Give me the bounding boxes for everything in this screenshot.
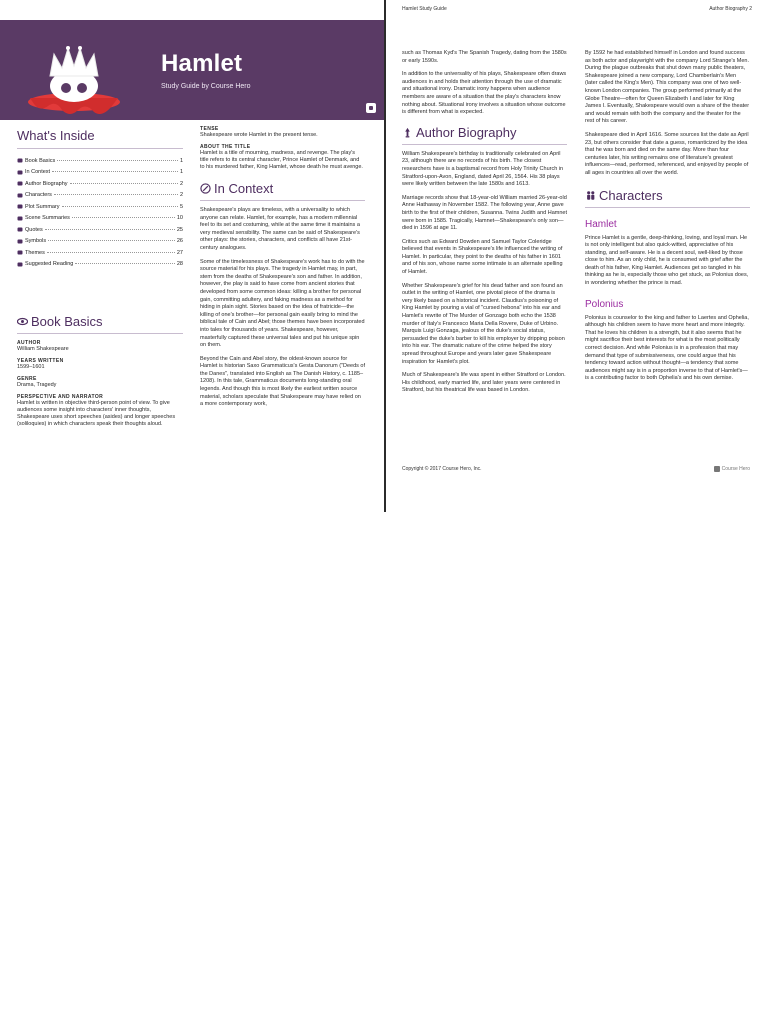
quotes-icon (17, 227, 23, 232)
character-desc-polonius: Polonius is counselor to the king and father to Laertes and Ophelia, although his children seem to have more heart and more integrity. That he loves his children is a strength, but it also seems that he might sacrifice their best interests for what is the most politically correct decision. And while Polonius is in a profession that may demand that type of submissiveness, one could argue that his tendency toward action without thought—a tendency that some audiences might say is in a proportion inverse to that of Hamlet's—is a contributing factor to both Ophelia's and his own demise. (585, 314, 749, 382)
context-icon (17, 170, 23, 175)
course-hero-logo-icon (366, 103, 376, 113)
in-context-rule (200, 200, 365, 201)
years-label: YEARS WRITTEN (17, 358, 64, 364)
character-name-hamlet: Hamlet (585, 218, 617, 230)
toc-item[interactable] (17, 259, 183, 271)
footer-logo-text: Course Hero (721, 466, 750, 472)
toc-item[interactable] (17, 247, 183, 259)
toc-item[interactable] (17, 167, 183, 179)
continued-paragraph: such as Thomas Kyd's The Spanish Tragedy, dating from the 1580s or early 1590s. (402, 50, 567, 64)
bio-paragraph-7: Shakespeare died in April 1616. Some sources list the date as April 23, but others consider that date a guess, romanticized by the idea that he was born and died on the same day. More than four centuries later, his writing remains one of literature's greatest influences—read, performed, referenced, and enjoyed by people of all ages in countries all over the world. (585, 131, 749, 176)
toc-item-label: Author Biography (25, 180, 68, 187)
toc-item-label: Symbols (25, 238, 47, 245)
toc-item-label: Quotes (25, 226, 43, 233)
toc-item-label: Scene Summaries (25, 215, 70, 222)
toc-item-page: 10 (176, 215, 183, 222)
context-paragraph-2: Some of the timelessness of Shakespeare's work has to do with the source material for his plays. The tragedy in Hamlet may, in part, stem from the deaths of Shakespeare's son and father. In addition, however, the play is said to have come from ancient stories that developed from some common ideas: killing a brother for personal gain, committing adultery, and faking madness as a method for hiding in plain sight. Stories based on the idea of fratricide—the killing of one's brother—for personal gain easily bring to mind the biblical tale of Cain and Abel; those themes have been incorporated into tales for thousands of years. Shakespeare, however, masterfully captured these universal tales and put his unique spin on them. (200, 258, 365, 349)
toc-leader-dots (62, 206, 178, 207)
page2-left-column (402, 50, 567, 401)
running-head-left: Hamlet Study Guide (402, 6, 447, 12)
page-2 (386, 0, 768, 512)
book-basics-title: Book Basics (31, 314, 103, 329)
book-subtitle: Study Guide by Course Hero (161, 83, 251, 90)
years-value: 1599–1601 (17, 364, 45, 370)
crown-skull-illustration (26, 42, 122, 116)
title-banner (0, 20, 384, 120)
characters-heading (585, 188, 750, 204)
toc-leader-dots (48, 240, 175, 241)
toc-leader-dots (75, 263, 175, 264)
toc-item[interactable] (17, 213, 183, 225)
about-title-value: Hamlet is a title of mourning, madness, and revenge. The play's title refers to its central character, Prince Hamlet of Denmark, and to his murdered father, King Hamlet, whose death he must avenge. (200, 150, 363, 170)
toc-item-label: Themes (25, 249, 45, 256)
bio-paragraph-1: William Shakespeare's birthday is traditionally celebrated on April 23, although there are no records of his birth. The closest researchers have is a baptismal record from Holy Trinity Church in Stratford-upon-Avon, England, dated April 26, 1564. His 38 plays were likely written between the late 1580s and 1613. (402, 150, 564, 188)
context-paragraph-3: Beyond the Cain and Abel story, the oldest-known source for Hamlet is historian Saxo Grammaticus's Gesta Danorum ("Deeds of the Danes", translated into English as The Danish History, c. 1185–1208). In this tale, Grammaticus documents long-standing oral legends. And though this is most likely the earliest written source material, scholars speculate that Shakespeare may have relied on a more contemporary work, (200, 355, 366, 408)
toc-leader-dots (47, 252, 175, 253)
book-basics-heading (17, 314, 183, 330)
toc-leader-dots (70, 183, 178, 184)
book-basics-rule (17, 333, 183, 334)
reading-icon (17, 262, 23, 267)
page2-right-column (585, 50, 750, 389)
genre-label: GENRE (17, 376, 37, 382)
toc-item[interactable] (17, 236, 183, 248)
compass-icon (200, 183, 211, 194)
quill-icon (402, 127, 413, 138)
running-head-right: Author Biography 2 (709, 6, 752, 12)
perspective-label: PERSPECTIVE AND NARRATOR (17, 394, 104, 400)
toc-leader-dots (54, 194, 178, 195)
course-hero-mark-icon (714, 466, 720, 472)
toc-item-page: 25 (176, 226, 183, 233)
symbols-icon (17, 239, 23, 244)
perspective-value: Hamlet is written in objective third-person point of view. To give audiences some insight into characters' inner thoughts, Shakespeare uses short speeches (asides) and longer speeches (soliloquies) in which characters speak their thoughts aloud. (17, 400, 176, 427)
characters-icon (17, 193, 23, 198)
author-value: William Shakespeare (17, 346, 69, 352)
in-context-title: In Context (214, 181, 274, 196)
toc-item-label: Characters (25, 192, 52, 199)
tense-value: Shakespeare wrote Hamlet in the present tense. (200, 132, 318, 138)
toc-leader-dots (72, 217, 175, 218)
book-icon (17, 158, 23, 163)
page-1 (0, 0, 384, 512)
toc-item-page: 27 (176, 249, 183, 256)
author-biography-rule (402, 144, 567, 145)
author-biography-title: Author Biography (416, 124, 517, 140)
toc-item[interactable] (17, 201, 183, 213)
toc-item-page: 2 (179, 192, 183, 199)
character-name-polonius: Polonius (585, 298, 624, 310)
toc-leader-dots (45, 229, 175, 230)
themes-icon (17, 250, 23, 255)
people-icon (585, 190, 596, 201)
in-context-heading (200, 181, 365, 197)
context-paragraph-1: Shakespeare's plays are timeless, with a universality to which anyone can relate. Hamlet, for example, has a modern millennial feel to its set and costuming, while at the same time it maintains a very medieval sensibility. The same can be said of Shakespeare's other plays: the stories, characters, and conflicts all have 21st-century analogues. (200, 207, 360, 251)
character-desc-hamlet: Prince Hamlet is a gentle, deep-thinking, loving, and loyal man. He is not only intelligent but also quick-witted, appreciative of his standing, and self-aware. He is a decent soul, well-liked by those close to him. As an only child, he is consumed with grief after the death of his father, King Hamlet. Audiences get so tangled in his thinking as he is, especially those who get stuck, as Polonius does, in wondering whether the prince is mad. (585, 234, 749, 287)
toc-item[interactable] (17, 155, 183, 167)
book-title: Hamlet (161, 50, 243, 77)
page1-right-column (200, 126, 365, 415)
scenes-icon (17, 216, 23, 221)
toc-item-page: 1 (179, 157, 183, 164)
book-basics-section (17, 314, 183, 433)
author-icon (17, 181, 23, 186)
genre-value: Drama, Tragedy (17, 382, 57, 388)
toc-rule (17, 148, 183, 149)
eye-icon (17, 316, 28, 327)
table-of-contents (17, 128, 183, 270)
toc-item-label: Book Basics (25, 157, 56, 164)
toc-item-page: 1 (179, 169, 183, 176)
toc-item[interactable] (17, 224, 183, 236)
toc-item-label: Plot Summary (25, 203, 60, 210)
toc-item[interactable] (17, 178, 183, 190)
bio-paragraph-6: By 1592 he had established himself in London and found success as both actor and playwright with the company Lord Strange's Men. During the plague outbreaks that shut down many public theaters, Shakespeare joined a new company, Lord Chamberlain's Men (later called the King's Men). This company was one of two well-known London companies. The group performed primarily at the Globe Theatre—often for Queen Elizabeth I and later for King James I. Eventually, Shakespeare would own a share of the theater and would remain with both the company and the theater for the rest of his career. (585, 50, 750, 125)
characters-title: Characters (599, 187, 663, 203)
about-title-label: ABOUT THE TITLE (200, 144, 251, 150)
author-biography-heading (402, 125, 567, 141)
bio-paragraph-2: Marriage records show that 18-year-old William married 26-year-old Anne Hathaway in November 1582. The following year, Anne gave birth to the first of their children, Susanna. Twins Judith and Hamnet were born in 1585. Tragically, Hamnet—Shakespeare's only son—died in 1596 at age 11. (402, 194, 567, 232)
toc-heading: What's Inside (17, 128, 95, 143)
toc-item-page: 26 (176, 238, 183, 245)
bio-paragraph-5: Much of Shakespeare's life was spent in either Stratford or London. His childhood, early married life, and later years were centered in Stratford, but his theatrical life was based in London. (402, 372, 566, 394)
toc-item-label: Suggested Reading (25, 261, 74, 268)
bio-paragraph-3: Critics such as Edward Dowden and Samuel Taylor Coleridge believed that events in Shakespeare's life influenced the writing of Hamlet. In particular, they point to the deaths of his father in 1601 and of his son, whose name some intimate is an alternate spelling of Hamlet. (402, 238, 563, 276)
toc-item-label: In Context (25, 169, 51, 176)
toc-item-page: 2 (179, 180, 183, 187)
plot-icon (17, 204, 23, 209)
toc-leader-dots (52, 171, 178, 172)
toc-list (17, 155, 183, 270)
toc-leader-dots (57, 160, 178, 161)
toc-item-page: 28 (176, 261, 183, 268)
toc-item-page: 5 (179, 203, 183, 210)
copyright-notice: Copyright © 2017 Course Hero, Inc. (402, 466, 482, 472)
irony-paragraph: In addition to the universality of his plays, Shakespeare often draws audiences in and holds their attention through the use of dramatic and situational irony. Dramatic irony happens when audience members are aware of a situation that the play's characters know nothing about. Situational irony involves a situation whose outcome is different from what is expected. (402, 71, 567, 116)
tense-label: TENSE (200, 126, 219, 132)
author-label: AUTHOR (17, 340, 41, 346)
toc-item[interactable] (17, 190, 183, 202)
bio-paragraph-4: Whether Shakespeare's grief for his dead father and son found an outlet in the writing of Hamlet, one pivotal piece of the drama is very likely based on a historical incident. Claudius's poisoning of King Hamlet by pouring a vial of "cursed hebona" into his ear and Hamlet's rewrite of The Murder of Gonzago both echo the 1538 murder of Italy's Francesco Maria Della Rovere, Duke of Urbino. Marquis Luigi Gonzaga, jealous of the duke's social status, persuaded the duke's barber to kill his employer by dripping poison into his ear. The dramatic nature of the crime helped the story spread throughout Europe and years later gave Shakespeare inspiration for Hamlet's plot. (402, 282, 565, 365)
footer-logo (714, 466, 750, 472)
characters-rule (585, 207, 750, 208)
